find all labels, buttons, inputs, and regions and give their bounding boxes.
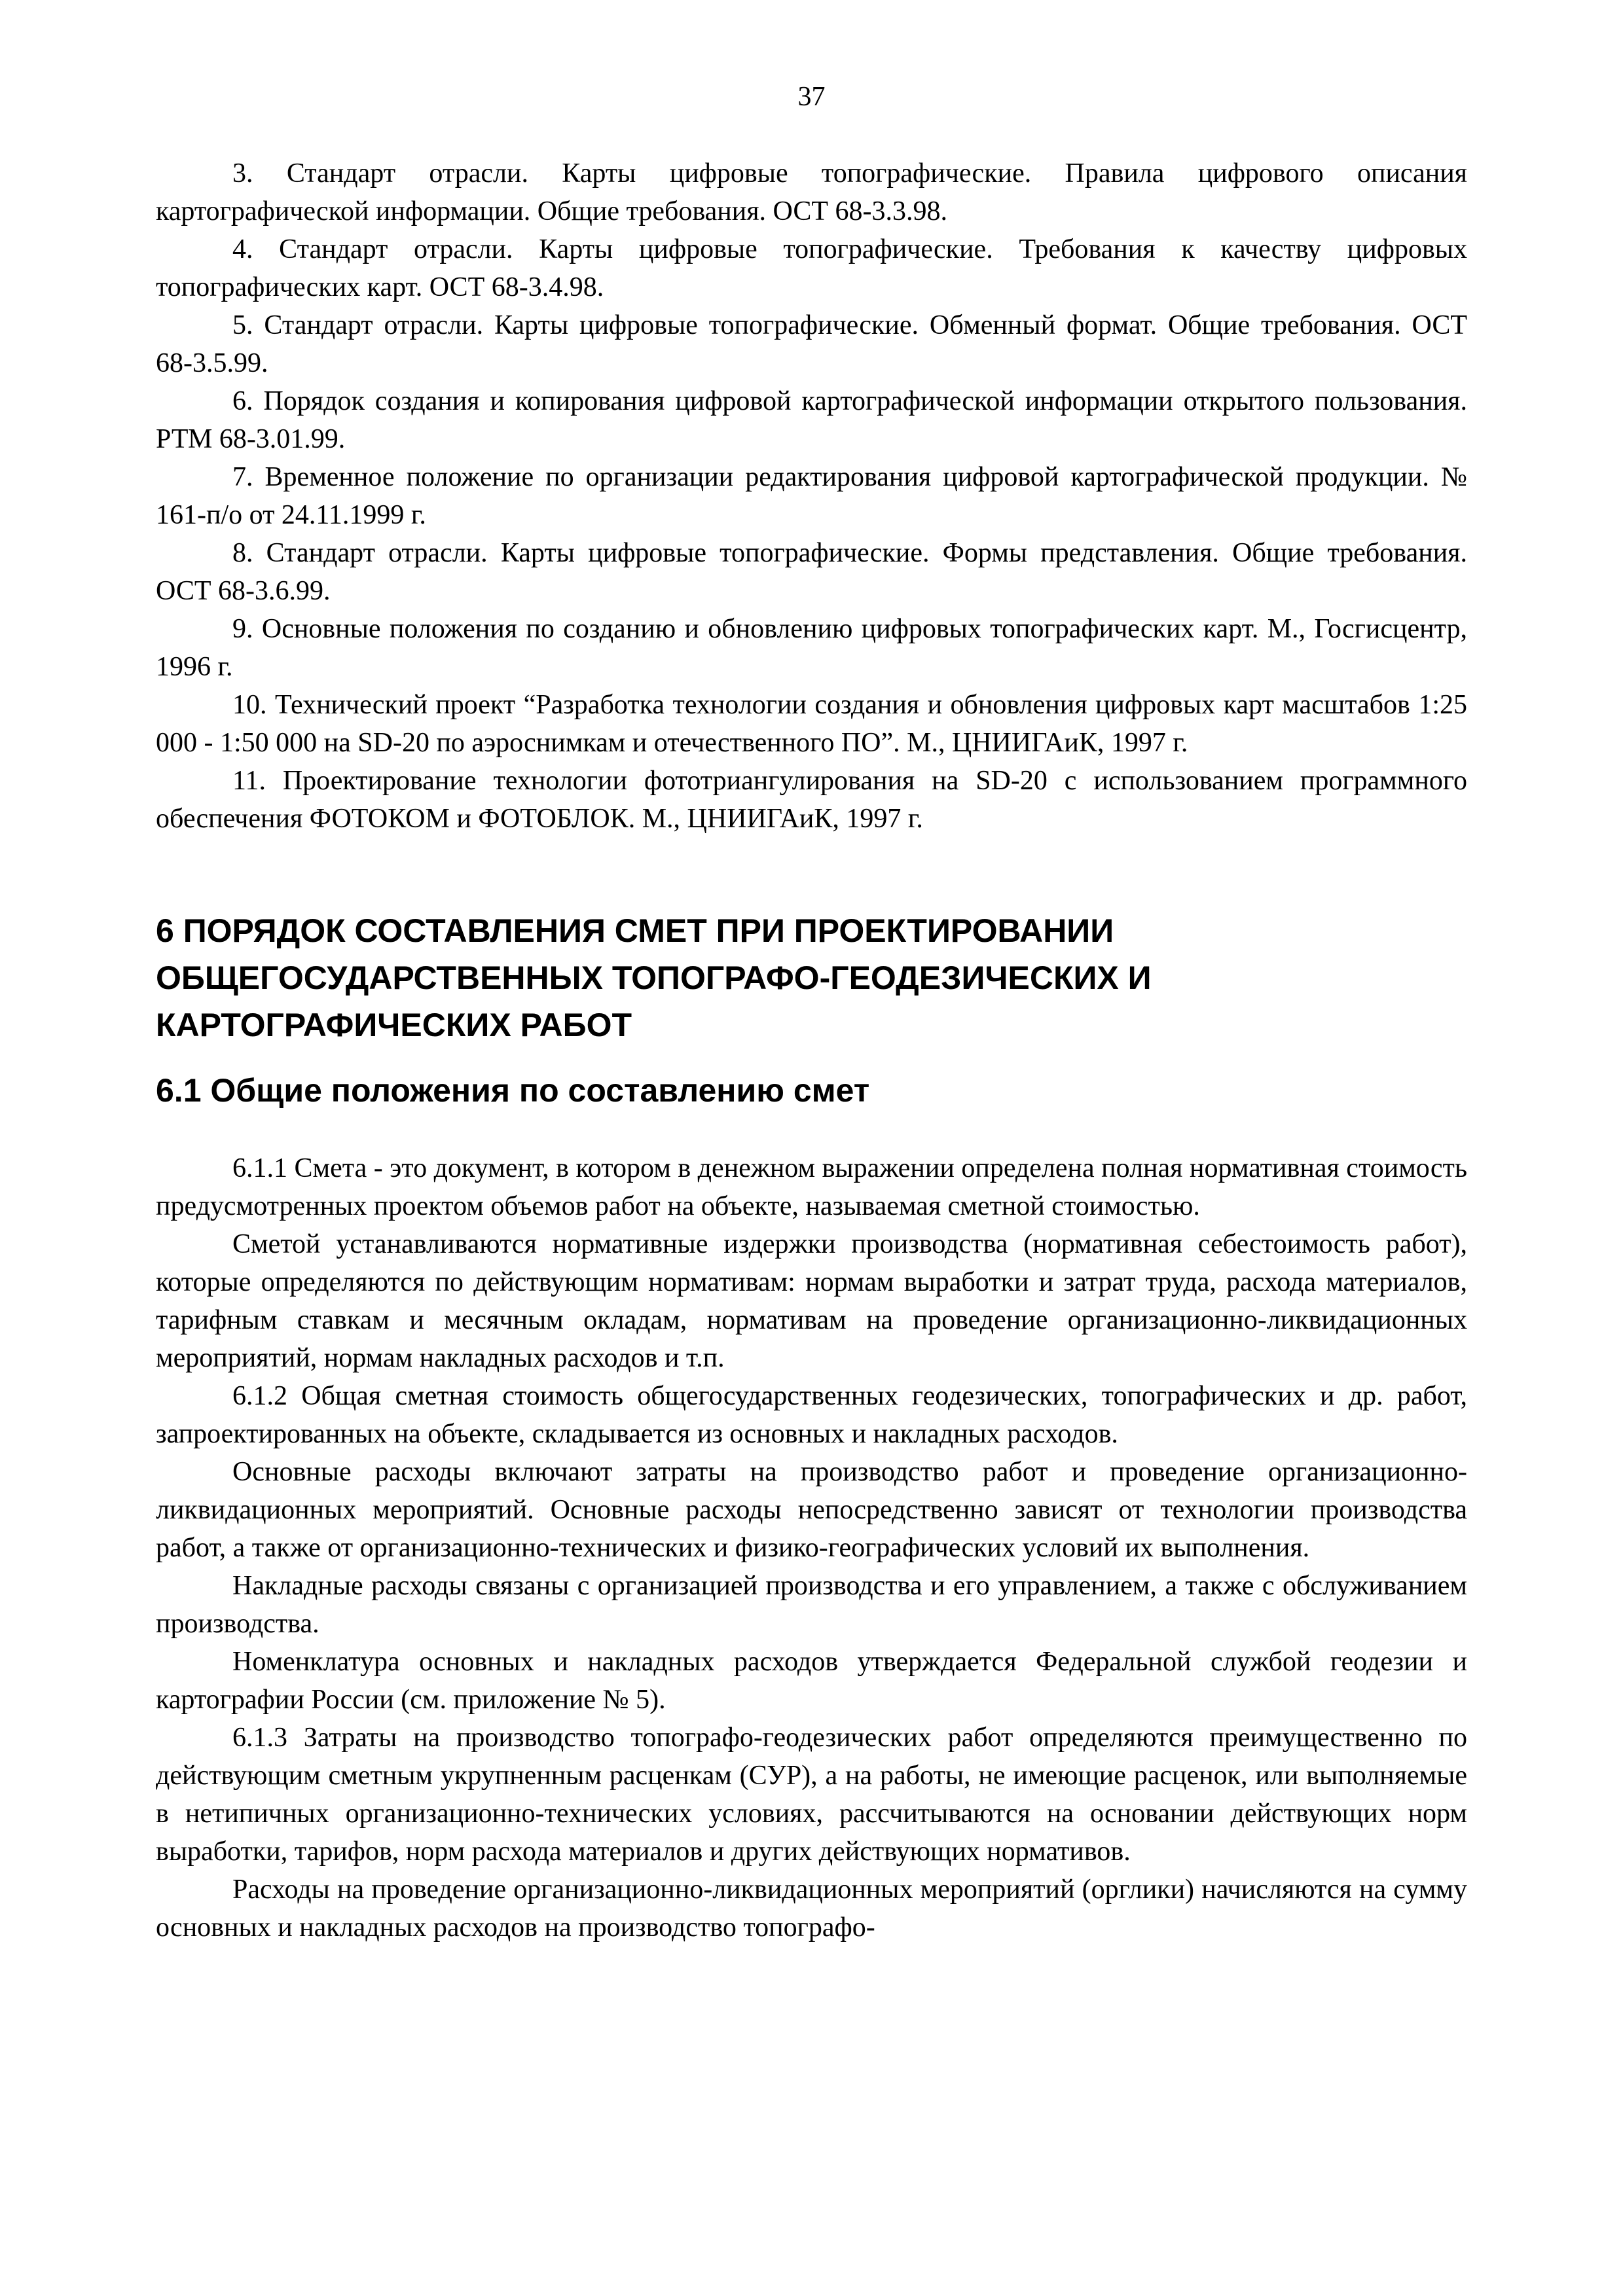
- paragraph: 6.1.2 Общая сметная стоимость общегосударственных геодезических, топографических и др. работ, запроектированных на объекте, складывается из основных и накладных расходов.: [156, 1381, 1467, 1449]
- reference-item: 3. Стандарт отрасли. Карты цифровые топографические. Правила цифрового описания картографической информации. Общие требования. ОСТ 68-3.3.98.: [156, 158, 1467, 226]
- reference-item: 4. Стандарт отрасли. Карты цифровые топографические. Требования к качеству цифровых топографических карт. ОСТ 68-3.4.98.: [156, 234, 1467, 302]
- reference-item: 11. Проектирование технологии фототриангулирования на SD-20 с использованием программного обеспечения ФОТОКОМ и ФОТОБЛОК. М., ЦНИИГАиК, 1997 г.: [156, 766, 1467, 834]
- reference-item: 7. Временное положение по организации редактирования цифровой картографической продукции. № 161-п/о от 24.11.1999 г.: [156, 462, 1467, 530]
- paragraph: 6.1.1 Смета - это документ, в котором в денежном выражении определена полная нормативная стоимость предусмотренных проектом объемов работ на объекте, называемая сметной стоимостью.: [156, 1153, 1467, 1221]
- paragraph: 6.1.3 Затраты на производство топографо-геодезических работ определяются преимущественно по действующим сметным укрупненным расценкам (СУР), а на работы, не имеющие расценок, или выполняемые в нетипичных организационно-технических условиях, рассчитываются на основании действующих норм выработки, тарифов, норм расхода материалов и других действующих нормативов.: [156, 1723, 1467, 1867]
- paragraph: Сметой устанавливаются нормативные издержки производства (нормативная себестоимость работ), которые определяются по действующим нормативам: нормам выработки и затрат труда, расхода материалов, тарифным ставкам и месячным окладам, нормативам на проведение организационно-ликвидационных мероприятий, нормам накладных расходов и т.п.: [156, 1229, 1467, 1373]
- body-text: [156, 1149, 1467, 1946]
- paragraph: Основные расходы включают затраты на производство работ и проведение организационно-ликвидационных мероприятий. Основные расходы непосредственно зависят от технологии производства работ, а также от организационно-технических и физико-географических условий их выполнения.: [156, 1457, 1467, 1563]
- reference-item: 9. Основные положения по созданию и обновлению цифровых топографических карт. М., Госгисцентр, 1996 г.: [156, 614, 1467, 682]
- paragraph: Номенклатура основных и накладных расходов утверждается Федеральной службой геодезии и картографии России (см. приложение № 5).: [156, 1647, 1467, 1715]
- paragraph: Накладные расходы связаны с организацией производства и его управлением, а также с обслуживанием производства.: [156, 1571, 1467, 1639]
- page-number: 37: [797, 82, 826, 112]
- reference-item: 8. Стандарт отрасли. Карты цифровые топографические. Формы представления. Общие требования. ОСТ 68-3.6.99.: [156, 538, 1467, 606]
- reference-list: [156, 154, 1467, 838]
- reference-item: 5. Стандарт отрасли. Карты цифровые топографические. Обменный формат. Общие требования. ОСТ 68-3.5.99.: [156, 310, 1467, 378]
- subsection-heading: 6.1 Общие положения по составлению смет: [156, 1072, 870, 1109]
- section-heading: 6 ПОРЯДОК СОСТАВЛЕНИЯ СМЕТ ПРИ ПРОЕКТИРОВАНИИ ОБЩЕГОСУДАРСТВЕННЫХ ТОПОГРАФО-ГЕОДЕЗИЧЕСКИХ И КАРТОГРАФИЧЕСКИХ РАБОТ: [156, 912, 1152, 1043]
- reference-item: 10. Технический проект “Разработка технологии создания и обновления цифровых карт масштабов 1:25 000 - 1:50 000 на SD-20 по аэроснимкам и отечественного ПО”. М., ЦНИИГАиК, 1997 г.: [156, 690, 1467, 758]
- reference-item: 6. Порядок создания и копирования цифровой картографической информации открытого пользования. РТМ 68-3.01.99.: [156, 386, 1467, 454]
- paragraph: Расходы на проведение организационно-ликвидационных мероприятий (орглики) начисляются на сумму основных и накладных расходов на производство топографо-: [156, 1874, 1467, 1943]
